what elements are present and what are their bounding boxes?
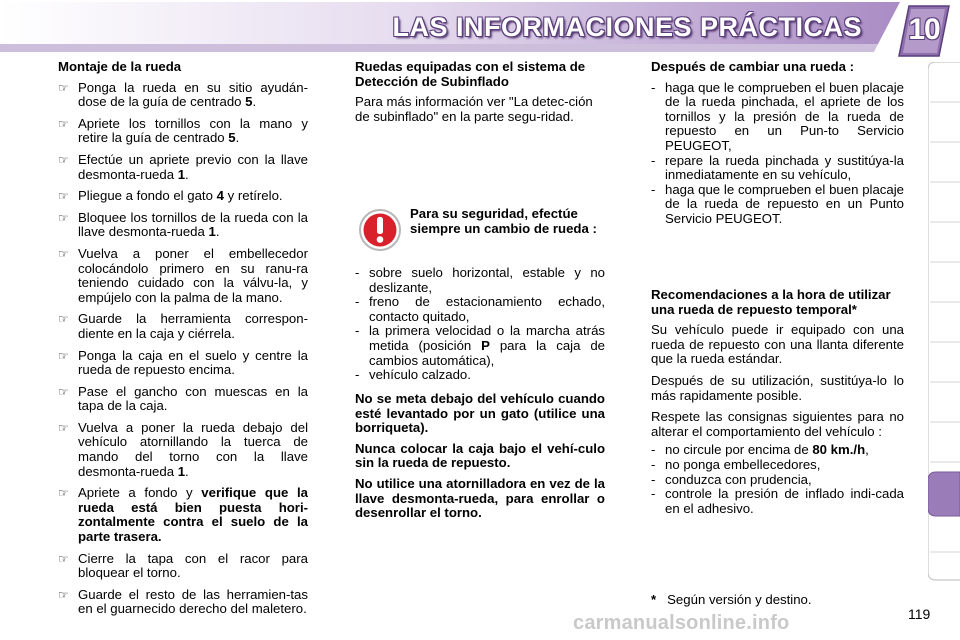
bold-text: 1 <box>208 224 216 240</box>
footnote <box>651 592 812 607</box>
pointing-hand-icon: ☞ <box>58 587 69 602</box>
recommendation-item <box>651 473 904 488</box>
column-wheel-mounting <box>58 60 308 624</box>
item-text: Apriete los tornillos con la mano y retire la guía de centrado 5. <box>78 115 308 146</box>
item-text: Pliegue a fondo el gato 4 y retírelo. <box>78 188 283 204</box>
pointing-hand-icon: ☞ <box>58 420 69 435</box>
dash-marker: - <box>355 367 360 383</box>
bold-text: 1 <box>177 463 186 479</box>
step-item <box>58 312 308 341</box>
column-after-change <box>651 60 904 227</box>
item-text: sobre suelo horizontal, estable y no deslizante, <box>369 265 605 295</box>
section-heading: Después de cambiar una rueda : <box>651 59 855 74</box>
pointing-hand-icon: ☞ <box>58 486 69 501</box>
pointing-hand-icon: ☞ <box>58 246 69 261</box>
item-text: vehículo calzado. <box>369 367 471 383</box>
step-item <box>58 247 308 305</box>
recommendation-item <box>651 458 904 473</box>
step-item <box>58 153 308 182</box>
item-text: Vuelva a poner la rueda debajo del vehículo atornillando la tuerca de mando del torno con la llave desmonta-rueda 1. <box>78 419 308 479</box>
item-text: Ponga la caja en el suelo y centre la rueda de repuesto encima. <box>78 347 308 378</box>
dash-marker: - <box>355 294 360 310</box>
pointing-hand-icon: ☞ <box>58 80 69 95</box>
step-item <box>58 552 308 581</box>
after-change-list <box>651 81 904 227</box>
bold-text: P <box>481 337 490 353</box>
item-text: repare la rueda pinchada y sustitúya-la inmediatamente en su vehículo, <box>665 152 904 183</box>
dash-marker: - <box>651 471 656 487</box>
exclamation-icon <box>357 207 403 253</box>
item-text: Vuelva a poner el embellecedor colocándolo primero en su ranu-ra teniendo cuidado con la válvu-la, y empújelo con la palma de la mano. <box>78 245 308 305</box>
chapter-badge <box>897 4 951 58</box>
footnote-text: Según versión y destino. <box>667 592 812 607</box>
item-text: conduzca con prudencia, <box>665 471 812 487</box>
step-item <box>58 486 308 544</box>
bold-text: verifique que la rueda está bien puesta hori-zontalmente contra el suelo de la parte trasera. <box>78 485 308 545</box>
dash-marker: - <box>355 265 360 280</box>
step-item <box>58 211 308 240</box>
dash-marker: - <box>355 323 360 339</box>
pointing-hand-icon: ☞ <box>58 551 69 566</box>
after-item <box>651 81 904 154</box>
after-item <box>651 154 904 183</box>
footnote-mark: * <box>651 592 657 607</box>
step-item <box>58 349 308 378</box>
step-item <box>58 421 308 479</box>
step-item <box>58 81 308 110</box>
bold-text: 5 <box>245 94 253 110</box>
pointing-hand-icon: ☞ <box>58 312 69 327</box>
step-item <box>58 117 308 146</box>
item-text: la primera velocidad o la marcha atrás metida (posición P para la caja de cambios automática), <box>369 323 605 368</box>
warning-paragraph: Nunca colocar la caja bajo el vehí-culo sin la rueda de repuesto. <box>355 440 605 471</box>
section-heading: Ruedas equipadas con el sistema de Detección de Subinflado <box>355 59 586 89</box>
dash-marker: - <box>651 181 656 197</box>
item-text: no ponga embellecedores, <box>665 456 821 472</box>
pointing-hand-icon: ☞ <box>58 210 69 225</box>
pointing-hand-icon: ☞ <box>58 348 69 363</box>
item-text: Apriete a fondo y verifique que la rueda está bien puesta hori-zontalmente contra el suelo de la parte trasera. <box>78 485 308 545</box>
dash-marker: - <box>651 152 656 168</box>
pointing-hand-icon: ☞ <box>58 116 69 131</box>
bold-text: 5 <box>228 130 236 146</box>
item-text: no circule por encima de 80 km./h, <box>665 442 869 458</box>
page-title: LAS INFORMACIONES PRÁCTICAS <box>392 12 862 42</box>
item-text: haga que le comprueben el buen placaje de la rueda de repuesto en un Punto Servicio PEUGEOT. <box>665 181 904 226</box>
dash-marker: - <box>651 486 656 502</box>
bold-warnings <box>355 392 605 527</box>
item-text: Efectúe un apriete previo con la llave desmonta-rueda 1. <box>78 151 308 182</box>
chapter-tabs <box>928 62 960 582</box>
page-number: 119 <box>908 606 931 622</box>
safety-warning-box <box>355 205 605 265</box>
watermark: carmanualsonline.info <box>573 612 790 634</box>
item-text: Cierre la tapa con el racor para bloquear el torno. <box>78 550 308 581</box>
condition-item <box>355 266 605 295</box>
after-item <box>651 183 904 227</box>
dash-marker: - <box>651 456 656 472</box>
page-header <box>0 0 960 56</box>
item-text: Ponga la rueda en su sitio ayudán-dose de la guía de centrado 5. <box>78 79 308 110</box>
bold-text: 80 km./h <box>812 442 866 458</box>
safety-warning-title: Para su seguridad, efectúe siempre un cambio de rueda : <box>410 206 597 236</box>
paragraph: Después de su utilización, sustitúya-lo lo más rapidamente posible. <box>651 372 904 403</box>
mounting-steps-list <box>58 81 308 617</box>
step-item <box>58 385 308 414</box>
step-item <box>58 189 308 204</box>
safety-conditions-list <box>355 266 605 383</box>
item-text: Bloquee los tornillos de la rueda con la llave desmonta-rueda 1. <box>78 209 308 240</box>
condition-item <box>355 295 605 324</box>
intro-text: Para más información ver "La detec-ción de subinflado" en la parte segu-ridad. <box>355 94 593 124</box>
condition-item <box>355 368 605 383</box>
bold-text: 1 <box>177 166 186 182</box>
condition-item <box>355 324 605 368</box>
item-text: Guarde la herramienta correspon-diente en la caja y ciérrela. <box>78 311 308 341</box>
item-text: freno de estacionamiento echado, contacto quitado, <box>369 294 605 324</box>
dash-marker: - <box>651 442 656 458</box>
item-text: Guarde el resto de las herramien-tas en el guarnecido derecho del maletero. <box>78 586 308 617</box>
section-heading: Recomendaciones a la hora de utilizar una rueda de repuesto temporal* <box>651 287 891 317</box>
pointing-hand-icon: ☞ <box>58 189 69 204</box>
paragraph: Respete las consignas siguientes para no alterar el comportamiento del vehículo : <box>651 409 904 439</box>
section-heading: Montaje de la rueda <box>58 59 182 74</box>
item-text: haga que le comprueben el buen placaje de la rueda pinchada, el apriete de los tornillos y la presión de la rueda de repuesto en un Pun-to Servicio PEUGEOT, <box>665 79 904 153</box>
temporary-wheel-section <box>651 288 904 516</box>
column-subinflation <box>355 60 605 131</box>
paragraph: Su vehículo puede ir equipado con una rueda de repuesto con una llanta diferente que la rueda estándar. <box>651 322 904 367</box>
recommendations-list <box>651 443 904 516</box>
recommendation-item <box>651 487 904 516</box>
pointing-hand-icon: ☞ <box>58 384 69 399</box>
pointing-hand-icon: ☞ <box>58 152 69 167</box>
item-text: Pase el gancho con muescas en la tapa de la caja. <box>78 383 308 414</box>
warning-paragraph: No se meta debajo del vehículo cuando esté levantado por un gato (utilice una borriqueta). <box>355 391 605 436</box>
dash-marker: - <box>651 79 656 95</box>
item-text: controle la presión de inflado indi-cada en el adhesivo. <box>665 486 904 516</box>
chapter-number: 10 <box>908 13 940 46</box>
step-item <box>58 588 308 617</box>
recommendation-item <box>651 443 904 458</box>
bold-text: 4 <box>216 188 224 204</box>
warning-paragraph: No utilice una atornilladora en vez de la llave desmonta-rueda, para enrollar o desenrollar el torno. <box>355 475 605 521</box>
